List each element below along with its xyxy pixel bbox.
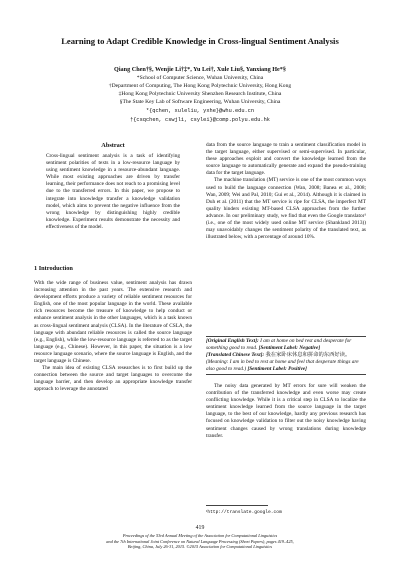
- sentiment-label-negative: Negative]: [299, 345, 321, 352]
- original-english-text: I am at home on bed rest and desperate for something good to read.: [206, 338, 352, 352]
- proceedings-footer: [40, 533, 360, 550]
- example-label: [Translated Chinese Text]:: [206, 352, 265, 359]
- section-heading-introduction: 1 Introduction: [34, 265, 73, 272]
- translated-chinese-text: 我在家卧床休息和拼命的东西好读。: [265, 352, 351, 359]
- translation-example-box: [206, 336, 366, 375]
- email-line[interactable]: †{csqchen, cswjli, csylei}@comp.polyu.edu.hk: [130, 117, 270, 123]
- affiliation-line: §The State Key Lab of Software Engineering, Wuhan University, China: [119, 99, 281, 105]
- paragraph: data from the source language to train a sentiment classification model in the target language, either supervised or semi-supervised. In particular, these approaches exploit and convert the knowledge learned from the source language to automatically generate and expand the pseudo-training data for the target language.: [206, 142, 366, 177]
- affiliation-line: *School of Computer Science, Wuhan University, China: [136, 75, 264, 81]
- footnote-link[interactable]: http://translate.google.com: [207, 510, 282, 515]
- affiliation-line: †Department of Computing, The Hong Kong Polytechnic University, Hong Kong: [108, 83, 292, 89]
- example-label: (Meaning:: [206, 359, 229, 366]
- paragraph: The main idea of existing CLSA researches is to first build up the connection between the source and target languages to overcome the language barrier, and then develop an appropriate knowledge transfer approach to leverage the annotated: [34, 365, 192, 393]
- affiliation-line: ‡Hong Kong Polytechnic University Shenzhen Research Institute, China: [118, 91, 282, 97]
- footnote: [206, 509, 282, 515]
- sentiment-label-positive: Positive]: [288, 366, 307, 373]
- paper-title: Learning to Adapt Credible Knowledge in Cross-lingual Sentiment Analysis: [61, 36, 339, 46]
- footer-line: Beijing, China, July 26-31, 2015. ©2015 Association for Computational Linguistics: [127, 544, 273, 550]
- abstract-text: Cross-lingual sentiment analysis is a task of identifying sentiment polarities of texts in a low-resource language by using sentiment knowledge in a resource-abundant language. While most existing approaches are driven by transfer learning, their performance does not reach to a promising level due to the transferred errors. In this paper, we propose to integrate into knowledge transfer a knowledge validation model, which aims to prevent the negative influence from the wrong knowledge by distinguishing highly credible knowledge. Experiment results demonstrate the necessity and effectiveness of the model.: [46, 153, 180, 230]
- example-label: [Sentiment Label:: [247, 366, 287, 373]
- page-number: 419: [195, 525, 205, 531]
- example-label: [Sentiment Label:: [258, 345, 298, 352]
- footer-line: Proceedings of the 53rd Annual Meeting of the Association for Computational Linguistics: [122, 533, 278, 538]
- footnote-divider: [206, 505, 268, 506]
- paragraph: The noisy data generated by MT errors for sure will weaken the contribution of the transferred knowledge and even worse may create conflicting knowledge. While it is a critical step in CLSA to localize the sentiment knowledge learned from the source language in the target language, to the best of our knowledge, hardly any previous research has focused on knowledge validation to filter out the noisy knowledge having sentiment changes caused by wrong translations during knowledge transfer.: [206, 383, 366, 439]
- example-label: [Original English Text]:: [206, 338, 259, 344]
- author-list: Qiang Chen†§, Wenjie Li†‡*, Yu Lei†, Xule Liu§, Yanxiang He*§: [114, 66, 286, 73]
- paragraph: The machine translation (MT) service is one of the most common ways used to build the language connection (Wan, 2008; Banea et al., 2008; Wan, 2009; Wei and Pal, 2010; Gui et al., 2014). Although it is claimed in Duh et al. (2011) that the MT service is ripe for CLSA, the imperfect MT quality hinders existing MT-based CLSA approaches from the further advance. In our preliminary study, we find that even the Google translator¹ (i.e., one of the most widely used online MT service (Shankland 2013)) may unavoidably changes the sentiment polarity of the translated text, as illustrated below, with a percentage of around 10%.: [206, 177, 366, 241]
- introduction-left-column: [34, 280, 192, 394]
- introduction-right-column-top: [206, 142, 366, 241]
- introduction-right-column-bottom: [206, 383, 366, 440]
- paragraph: With the wide range of business value, sentiment analysis has drawn increasing attention in the past years. The extensive research and development efforts produce a variety of reliable sentiment resources for English, one of the most popular language in the world. These available rich resources become the treasure of knowledge to help conduct or enhance sentiment analysis in the other languages, which is a task known as cross-lingual sentiment analysis (CLSA). In the literature of CSLA, the language with abundant reliable resources is called the source language (e.g., English), while the low-resource language is referred to as the target language (e.g., Chinese). However, in this paper, the situation is a low resource language scenario, where the source language is English, and the target language is Chinese.: [34, 280, 192, 365]
- footer-line: and the 7th International Joint Conference on Natural Language Processing (Short Papers), pages 419–425,: [106, 538, 294, 544]
- abstract-heading: Abstract: [101, 142, 125, 149]
- footnote-mark: ¹: [206, 509, 208, 514]
- email-line[interactable]: *{qchen, xuleliu, yxhe}@whu.edu.cn: [145, 108, 255, 114]
- meaning-text: I am in bed to rest at home and feel that desperate things are also good to read.): [206, 359, 359, 373]
